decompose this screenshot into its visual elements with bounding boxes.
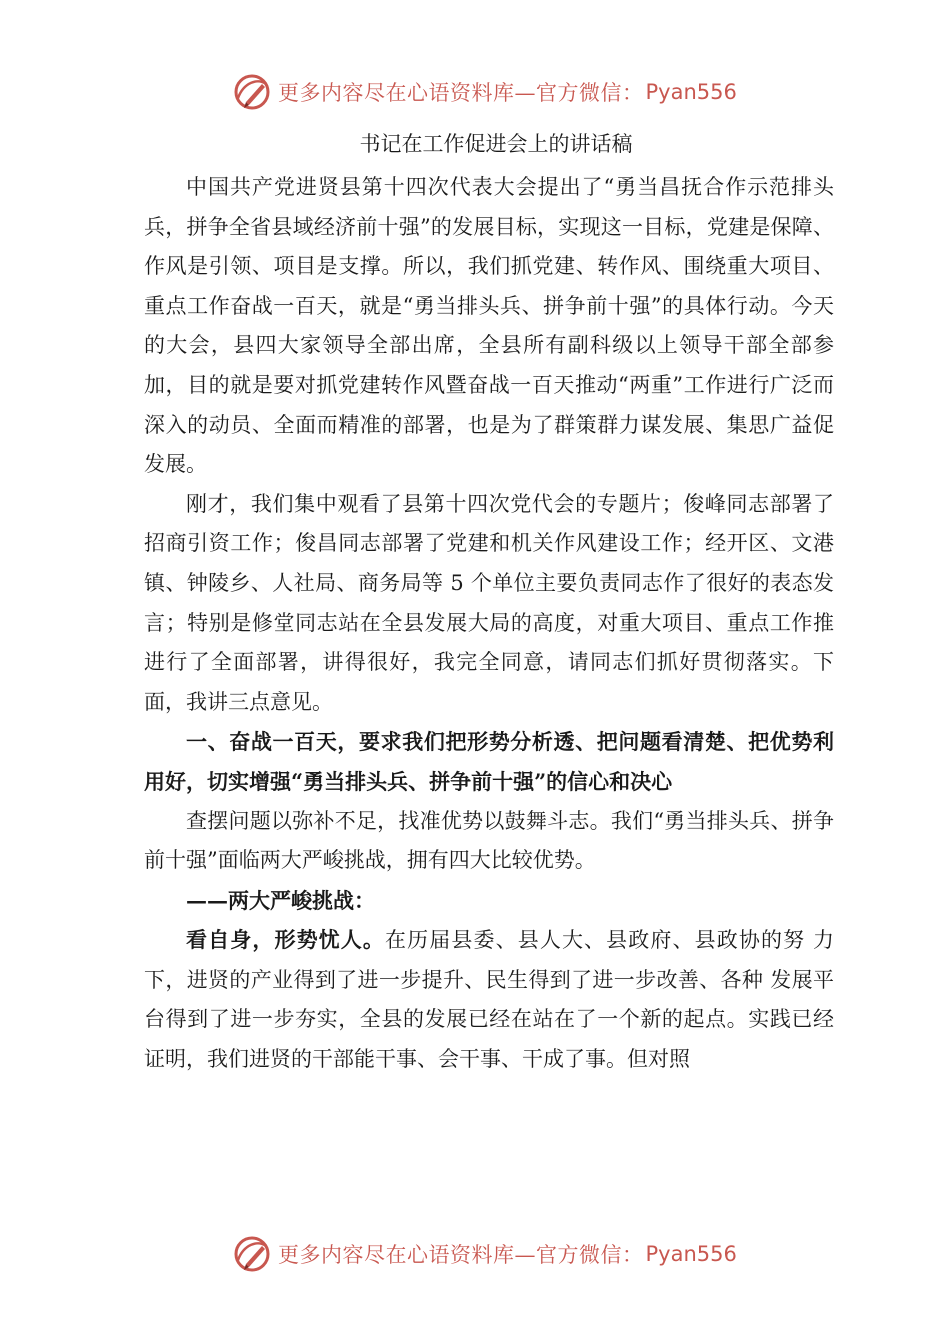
header-banner-text: 更多内容尽在心语资料库—官方微信： (278, 81, 644, 105)
footer-banner-text: 更多内容尽在心语资料库—官方微信： (278, 1243, 644, 1267)
paragraph-self-assessment (144, 920, 834, 1079)
document-title: 书记在工作促进会上的讲话稿 (359, 132, 633, 156)
paragraph-review: 刚才，我们集中观看了县第十四次党代会的专题片；俊峰同志部署了招商引资工作；俊昌同志部署了党建和机关作风建设工作；经开区、文港镇、钟陵乡、人社局、商务局等 5 个单位主要负责同志作了很好的表态发言；特别是修堂同志站在全县发展大局的高度，对重大项目、重点工作推进行了全面部署，讲得很好，我完全同意，请同志们抓好贯彻落实。下面，我讲三点意见。 (144, 491, 834, 714)
header-wechat-id: Pyan556 (645, 80, 737, 104)
subheading-challenges: ——两大严峻挑战： (186, 887, 375, 913)
pen-logo-icon (232, 72, 272, 112)
paragraph-self-assessment-text: 在历届县委、县人大、县政府、县政协的努 力下，进贤的产业得到了进一步提升、民生得到了进一步改善、各种 发展平台得到了进一步夯实，全县的发展已经在站在了一个新的起点。实践已经证明，我们进贤的干部能干事、会干事、干成了事。但对照 (144, 928, 834, 1072)
section-heading-1: 一、奋战一百天，要求我们把形势分析透、把问题看清楚、把优势利用好，切实增强“勇当排头兵、拼争前十强”的信心和决心 (144, 729, 834, 794)
paragraph-intro: 中国共产党进贤县第十四次代表大会提出了“勇当昌抚合作示范排头兵，拼争全省县域经济前十强”的发展目标，实现这一目标，党建是保障、作风是引领、项目是支撑。所以，我们抓党建、转作风、围绕重大项目、重点工作奋战一百天，就是“勇当排头兵、拼争前十强”的具体行动。今天的大会，县四大家领导全部出席，全县所有副科级以上领导干部全部参加，目的就是要对抓党建转作风暨奋战一百天推动“两重”工作进行广泛而深入的动员、全面而精准的部署，也是为了群策群力谋发展、集思广益促发展。 (144, 175, 834, 477)
lead-phrase: 看自身，形势忧人。 (186, 927, 386, 953)
header-banner[interactable] (232, 70, 737, 114)
document-body (144, 168, 834, 1080)
footer-wechat-id: Pyan556 (645, 1242, 737, 1266)
paragraph-challenges-intro: 查摆问题以弥补不足，找准优势以鼓舞斗志。我们“勇当排头兵、拼争前十强”面临两大严峻挑战，拥有四大比较优势。 (144, 808, 834, 873)
footer-banner[interactable] (232, 1232, 737, 1276)
pen-logo-icon (232, 1234, 272, 1274)
